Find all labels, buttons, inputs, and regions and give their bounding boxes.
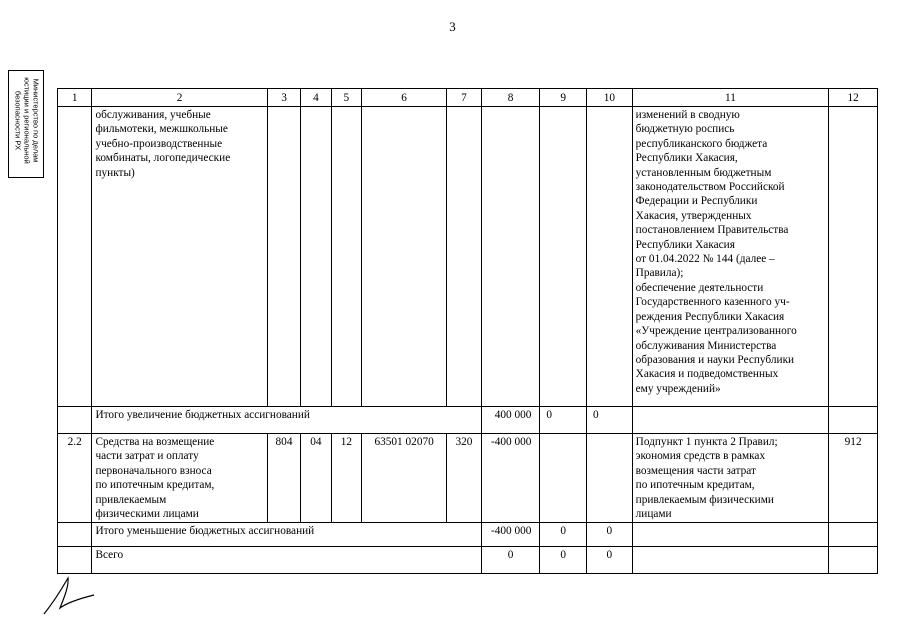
grand-total-row xyxy=(58,547,878,574)
header-cell: 3 xyxy=(267,89,300,107)
row-c5: 12 xyxy=(331,434,361,523)
decrease-total-label: Итого уменьшение бюджетных ассигнований xyxy=(92,523,481,547)
row-c12: 912 xyxy=(829,434,878,523)
header-cell: 1 xyxy=(58,89,92,107)
row-justification: Подпункт 1 пункта 2 Правил; экономия средств в рамках возмещения части затрат по ипотечным кредитам, привлекаемым физическими лицами xyxy=(632,434,829,523)
decrease-total-c10: 0 xyxy=(587,523,633,547)
row-c9 xyxy=(540,434,587,523)
grand-total-c9: 0 xyxy=(540,547,587,574)
stamp-text: Министерство по делам юстиции и региональной безопасности РХ xyxy=(13,77,41,164)
increase-total-c8: 400 000 xyxy=(481,407,540,434)
row-number: 2.2 xyxy=(58,434,92,523)
header-cell: 4 xyxy=(301,89,331,107)
grand-total-c10: 0 xyxy=(587,547,633,574)
header-cell: 12 xyxy=(829,89,878,107)
increase-total-label: Итого увеличение бюджетных ассигнований xyxy=(92,407,481,434)
row-c8: -400 000 xyxy=(481,434,540,523)
continuation-justification: изменений в сводную бюджетную роспись республиканского бюджета Республики Хакасия, установленным бюджетным законодательством Российской Федерации и Республики Хакасия, утвержденных постановлением Правительства Республики Хакасия от 01.04.2022 № 144 (далее – Правила); обеспечение деятельности Государственного казенного уч- реждения Республики Хакасия «Учреждение централизованного обслуживания Министерства образования и науки Республики Хакасия и подведомственных ему учреждений» xyxy=(632,107,829,407)
header-cell: 5 xyxy=(331,89,361,107)
decrease-total-c9: 0 xyxy=(540,523,587,547)
page-number: 3 xyxy=(449,19,456,34)
grand-total-label: Всего xyxy=(92,547,481,574)
increase-total-row xyxy=(58,407,878,434)
increase-total-c9: 0 xyxy=(540,407,587,434)
grand-total-c8: 0 xyxy=(481,547,540,574)
continuation-description: обслуживания, учебные фильмотеки, межшкольные учебно-производственные комбинаты, логопедические пункты) xyxy=(92,107,267,407)
budget-changes-table xyxy=(57,88,878,574)
increase-total-c10: 0 xyxy=(587,407,633,434)
table-row xyxy=(58,434,878,523)
continuation-row xyxy=(58,107,878,407)
registration-stamp xyxy=(8,70,44,178)
row-c6: 63501 02070 xyxy=(362,434,447,523)
header-row xyxy=(58,89,878,107)
decrease-total-c8: -400 000 xyxy=(481,523,540,547)
row-c10 xyxy=(587,434,633,523)
row-c3: 804 xyxy=(267,434,300,523)
header-cell: 7 xyxy=(447,89,481,107)
header-cell: 11 xyxy=(632,89,829,107)
header-cell: 10 xyxy=(587,89,633,107)
decrease-total-row xyxy=(58,523,878,547)
header-cell: 6 xyxy=(362,89,447,107)
row-description: Средства на возмещение части затрат и оплату первоначального взноса по ипотечным кредитам, привлекаемым физическими лицами xyxy=(92,434,267,523)
header-cell: 2 xyxy=(92,89,267,107)
header-cell: 8 xyxy=(481,89,540,107)
handwritten-signature xyxy=(38,568,108,618)
row-c4: 04 xyxy=(301,434,331,523)
row-c7: 320 xyxy=(447,434,481,523)
header-cell: 9 xyxy=(540,89,587,107)
